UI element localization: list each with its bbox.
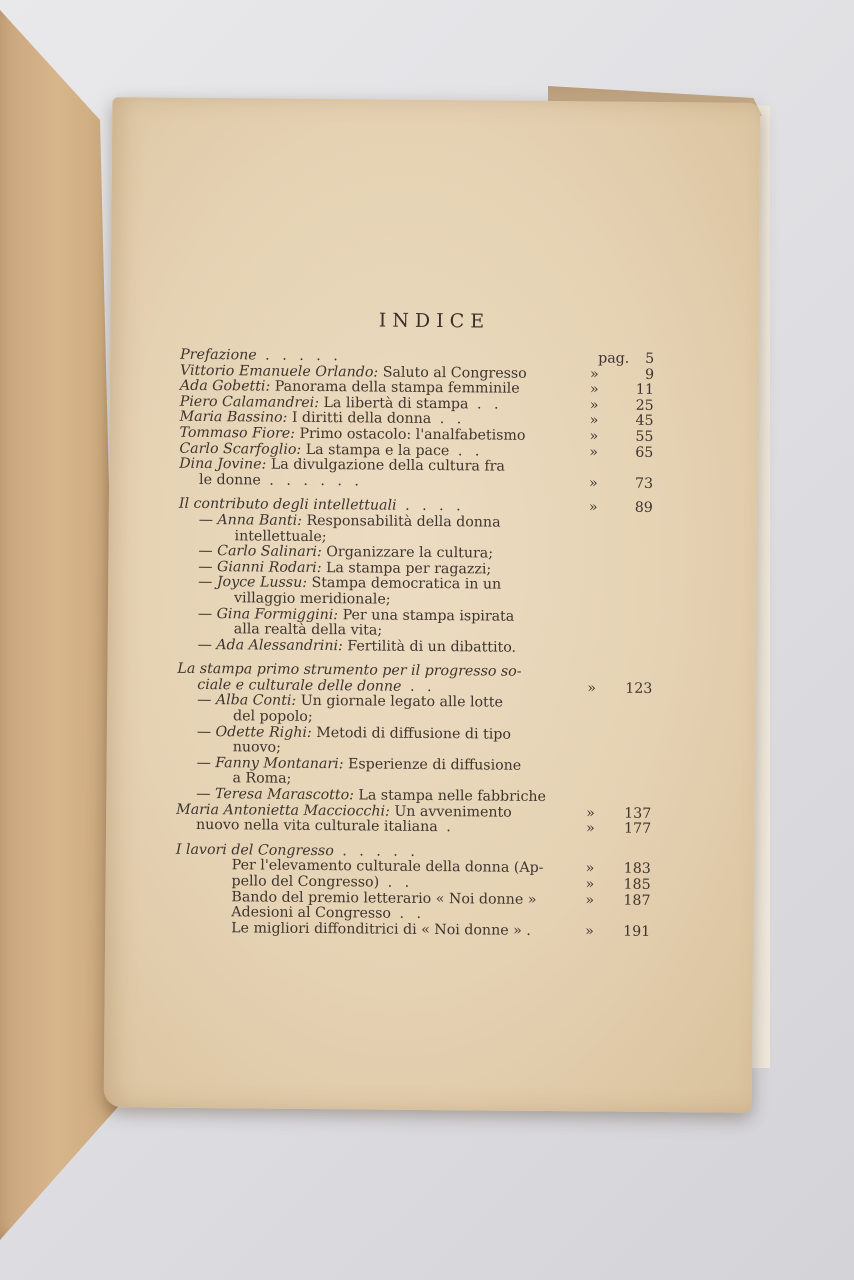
toc-title: villaggio meridionale;: [233, 590, 391, 608]
toc-title: Metodi di diffusione di tipo: [311, 724, 511, 743]
toc-leader-dots: . . . . . .: [260, 472, 364, 490]
toc-title: Fertilità di un dibattito.: [342, 637, 517, 656]
toc-title: del popolo;: [232, 708, 313, 726]
toc-author: Il contributo degli intellettuali: [178, 496, 397, 515]
toc-author: — Fanny Montanari:: [196, 754, 344, 773]
toc-page-marker: »: [588, 499, 598, 516]
toc-title: Per l'elevamento culturale della donna (Ap-: [231, 857, 544, 877]
toc-page-marker: »: [585, 923, 594, 940]
toc-entry-text: [199, 473, 363, 490]
book-page: [104, 97, 761, 1113]
toc-author: Maria Bassino:: [179, 409, 288, 427]
toc-page-number: 9: [644, 366, 655, 383]
toc-author: — Gina Formiggini:: [197, 605, 339, 623]
toc-leader-dots: . . . . .: [256, 347, 342, 365]
toc-page-marker: »: [585, 891, 595, 909]
toc-author: — Odette Righi:: [196, 723, 312, 741]
toc-author: Ada Gobetti:: [179, 377, 271, 395]
toc-title: Un avvenimento: [389, 803, 512, 821]
toc-page-number: 55: [635, 428, 654, 445]
toc-page-marker: »: [589, 381, 599, 398]
toc-entry-text: [231, 921, 531, 939]
toc-page-marker: »: [589, 397, 599, 414]
toc-title: La divulgazione della cultura fra: [266, 456, 505, 475]
toc-page-number: 45: [635, 413, 654, 430]
toc-page-number: 177: [623, 820, 652, 838]
toc-page-marker: »: [589, 365, 599, 383]
toc-title: intellettuale;: [234, 527, 327, 545]
toc-title: Stampa democratica in un: [306, 575, 502, 593]
toc-leader-dots: . .: [449, 442, 484, 460]
toc-page-marker: »: [589, 412, 599, 429]
toc-author: — Alba Conti:: [197, 692, 297, 710]
toc-title: Le migliori diffonditrici di « Noi donne » .: [231, 920, 531, 939]
toc-leader-dots: . .: [401, 678, 436, 695]
toc-leader-dots: .: [437, 819, 455, 836]
toc-page-marker: »: [585, 860, 595, 877]
toc-page-number: 187: [623, 892, 651, 909]
toc-page-marker: »: [587, 680, 597, 697]
toc-page-marker: »: [586, 804, 595, 822]
toc-author: I lavori del Congresso: [175, 841, 334, 859]
toc-title: Adesioni al Congresso: [231, 904, 392, 922]
toc-title: Per una stampa ispirata: [338, 606, 515, 625]
toc-title: La libertà di stampa: [318, 394, 469, 413]
toc-page-number: 123: [625, 680, 653, 697]
toc-title: pello del Congresso): [231, 873, 380, 891]
toc-title: a Roma;: [232, 770, 292, 788]
toc-author: ciale e culturale delle donne: [197, 676, 402, 695]
toc-author: — Teresa Marascotto:: [196, 785, 355, 804]
toc-author: Tommaso Fiore:: [179, 424, 296, 442]
toc-page-marker: »: [589, 428, 599, 445]
toc-title: La stampa nelle fabbriche: [353, 787, 547, 806]
toc-author: Prefazione: [180, 346, 257, 364]
toc-page-marker: »: [585, 820, 595, 837]
toc-entry-text: [233, 741, 281, 757]
toc-title: Responsabilità della donna: [301, 512, 501, 531]
toc-author: — Gianni Rodari:: [198, 558, 322, 576]
toc-title: Bando del premio letterario « Noi donne »: [231, 888, 537, 908]
toc-title: Un giornale legato alle lotte: [296, 693, 503, 712]
toc-page-number: 191: [623, 923, 651, 940]
table-of-contents: [175, 348, 660, 941]
toc-leader-dots: . . . . .: [333, 842, 419, 860]
toc-entry: [175, 921, 655, 941]
toc-leader-dots: . .: [431, 411, 466, 428]
toc-author: — Anna Banti:: [198, 511, 303, 529]
toc-page-number: 11: [635, 381, 654, 399]
toc-author: Maria Antonietta Macciocchi:: [176, 801, 390, 820]
toc-leader-dots: . .: [390, 905, 426, 923]
toc-title: Saluto al Congresso: [378, 364, 527, 382]
toc-page-marker: »: [588, 475, 598, 492]
toc-author: — Carlo Salinari:: [198, 543, 322, 561]
toc-page-marker: »: [585, 876, 595, 893]
toc-title: Panorama della stampa femminile: [270, 378, 520, 397]
toc-author: La stampa primo strumento per il progresso so-: [177, 661, 522, 681]
toc-title: La stampa per ragazzi;: [321, 559, 492, 578]
toc-author: Carlo Scarfoglio:: [179, 440, 302, 458]
toc-page-number: 73: [634, 475, 654, 492]
toc-page-marker: pag.: [598, 350, 630, 367]
toc-entry-text: [196, 818, 455, 836]
toc-title: le donne: [199, 471, 261, 489]
toc-author: — Joyce Lussu:: [198, 574, 308, 592]
toc-title: Primo ostacolo: l'analfabetismo: [294, 425, 526, 444]
toc-title: Esperienze di diffusione: [343, 756, 522, 774]
toc-title: alla realtà della vita;: [233, 621, 383, 639]
toc-page-number: 65: [635, 444, 654, 461]
toc-title: I diritti della donna: [287, 410, 432, 428]
toc-page-number: 89: [634, 500, 653, 517]
toc-author: Vittorio Emanuele Orlando:: [179, 362, 379, 381]
toc-page-number: 185: [623, 876, 651, 893]
toc-title: nuovo;: [232, 739, 281, 756]
toc-leader-dots: . . . .: [396, 498, 465, 515]
toc-author: Dina Jovine:: [179, 455, 267, 473]
toc-entry-text: [198, 638, 517, 656]
toc-author: — Ada Alessandrini:: [197, 636, 343, 654]
index-title: INDICE: [378, 309, 491, 333]
toc-page-number: 137: [624, 805, 652, 822]
toc-page-number: 25: [635, 397, 654, 414]
toc-page-number: 183: [623, 861, 651, 878]
toc-author: Piero Calamandrei:: [179, 393, 320, 411]
toc-leader-dots: . .: [379, 874, 414, 891]
toc-title: La stampa e la pace: [301, 441, 450, 459]
toc-leader-dots: . .: [468, 396, 503, 413]
toc-title: Organizzare la cultura;: [321, 544, 494, 562]
toc-page-marker: »: [589, 443, 599, 461]
toc-page-number: 5: [645, 350, 655, 367]
toc-title: nuovo nella vita culturale italiana: [195, 817, 438, 836]
